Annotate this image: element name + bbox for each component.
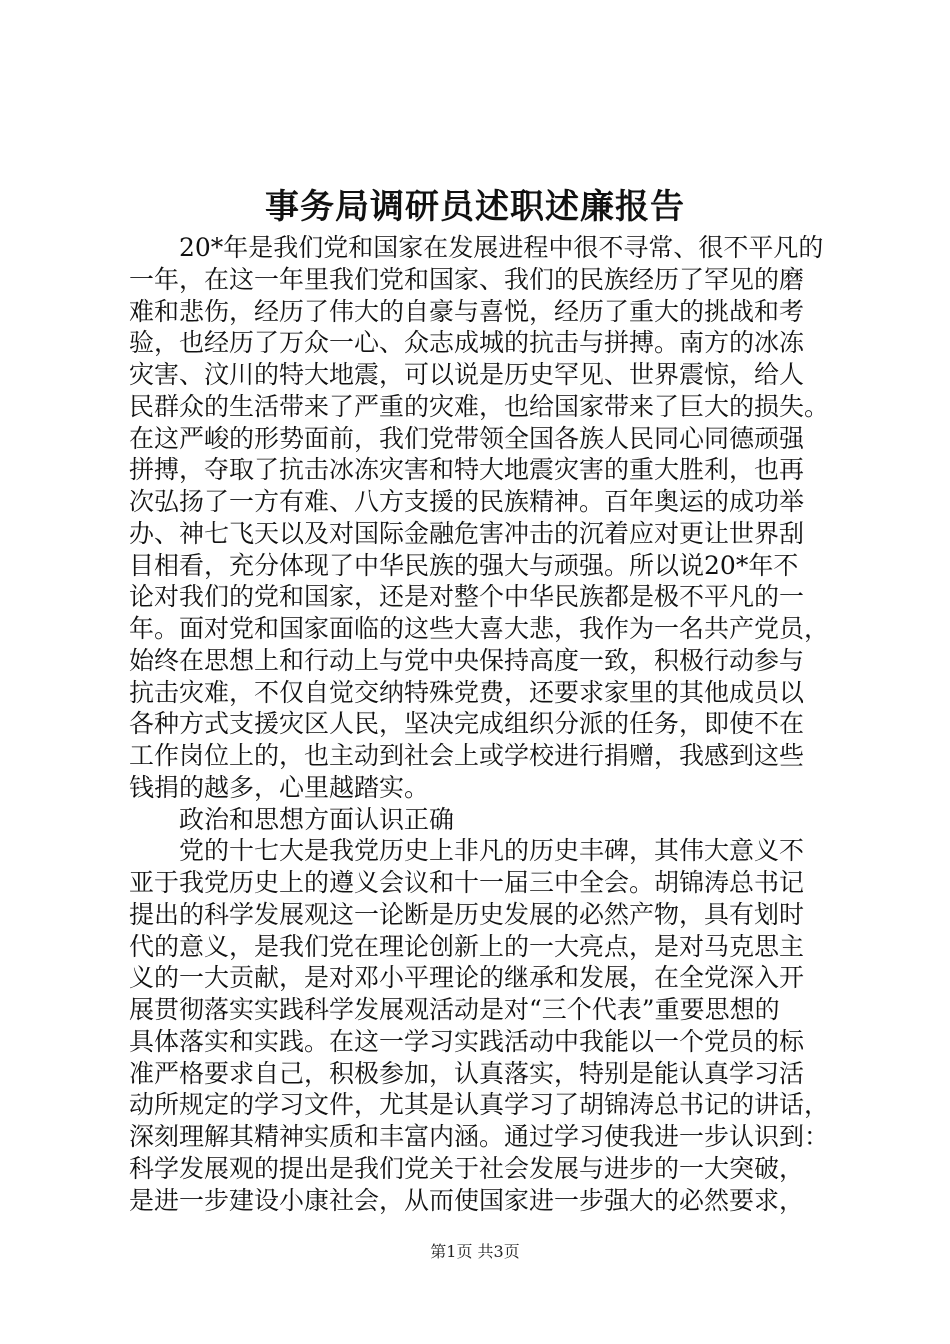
body-line: 亚于我党历史上的遵义会议和十一届三中全会。胡锦涛总书记 xyxy=(129,868,805,897)
body-line: 科学发展观的提出是我们党关于社会发展与进步的一大突破， xyxy=(129,1153,805,1183)
body-line: 义的一大贡献，是对邓小平理论的继承和发展，在全党深入开 xyxy=(129,963,805,993)
body-line: 工作岗位上的，也主动到社会上或学校进行捐赠，我感到这些 xyxy=(129,741,805,770)
body-line: 深刻理解其精神实质和丰富内涵。通过学习使我进一步认识到： xyxy=(129,1122,830,1151)
body-line: 提出的科学发展观这一论断是历史发展的必然产物，具有划时 xyxy=(129,899,805,929)
body-line: 各种方式支援灾区人民，坚决完成组织分派的任务，即使不在 xyxy=(129,709,805,739)
body-line: 是进一步建设小康社会，从而使国家进一步强大的必然要求， xyxy=(129,1185,805,1215)
body-line: 目相看，充分体现了中华民族的强大与顽强。所以说20*年不 xyxy=(129,550,799,580)
body-line: 抗击灾难，不仅自觉交纳特殊党费，还要求家里的其他成员以 xyxy=(129,677,805,707)
document-body xyxy=(129,232,859,1216)
page-footer: 第1页 共3页 xyxy=(430,1242,520,1261)
body-line: 办、神七飞天以及对国际金融危害冲击的沉着应对更让世界刮 xyxy=(129,518,805,548)
body-line: 准严格要求自己，积极参加，认真落实，特别是能认真学习活 xyxy=(129,1058,805,1088)
body-line: 在这严峻的形势面前，我们党带领全国各族人民同心同德顽强 xyxy=(129,423,805,453)
body-line: 钱捐的越多，心里越踏实。 xyxy=(129,772,430,802)
body-line: 动所规定的学习文件，尤其是认真学习了胡锦涛总书记的讲话， xyxy=(129,1090,830,1120)
body-line: 始终在思想上和行动上与党中央保持高度一致，积极行动参与 xyxy=(129,645,805,675)
body-line: 代的意义，是我们党在理论创新上的一大亮点，是对马克思主 xyxy=(129,931,805,961)
body-line: 年。面对党和国家面临的这些大喜大悲，我作为一名共产党员， xyxy=(129,614,830,643)
body-line: 拼搏，夺取了抗击冰冻灾害和特大地震灾害的重大胜利，也再 xyxy=(129,455,805,485)
body-line: 具体落实和实践。在这一学习实践活动中我能以一个党员的标 xyxy=(129,1026,805,1056)
body-line: 民群众的生活带来了严重的灾难，也给国家带来了巨大的损失。 xyxy=(129,391,830,421)
body-line: 论对我们的党和国家，还是对整个中华民族都是极不平凡的一 xyxy=(129,582,805,612)
body-line: 一年，在这一年里我们党和国家、我们的民族经历了罕见的磨 xyxy=(129,264,805,294)
body-line: 灾害、汶川的特大地震，可以说是历史罕见、世界震惊，给人 xyxy=(129,360,805,389)
body-line: 验，也经历了万众一心、众志成城的抗击与拼搏。南方的冰冻 xyxy=(129,328,805,358)
body-line: 党的十七大是我党历史上非凡的历史丰碑，其伟大意义不 xyxy=(129,836,805,866)
body-line: 展贯彻落实实践科学发展观活动是对“三个代表”重要思想的 xyxy=(129,995,780,1024)
body-line: 20*年是我们党和国家在发展进程中很不寻常、很不平凡的 xyxy=(129,233,824,262)
document-title: 事务局调研员述职述廉报告 xyxy=(265,187,685,227)
section-heading: 政治和思想方面认识正确 xyxy=(129,804,455,834)
body-line: 难和悲伤，经历了伟大的自豪与喜悦，经历了重大的挑战和考 xyxy=(129,296,805,326)
body-line: 次弘扬了一方有难、八方支援的民族精神。百年奥运的成功举 xyxy=(129,487,805,516)
